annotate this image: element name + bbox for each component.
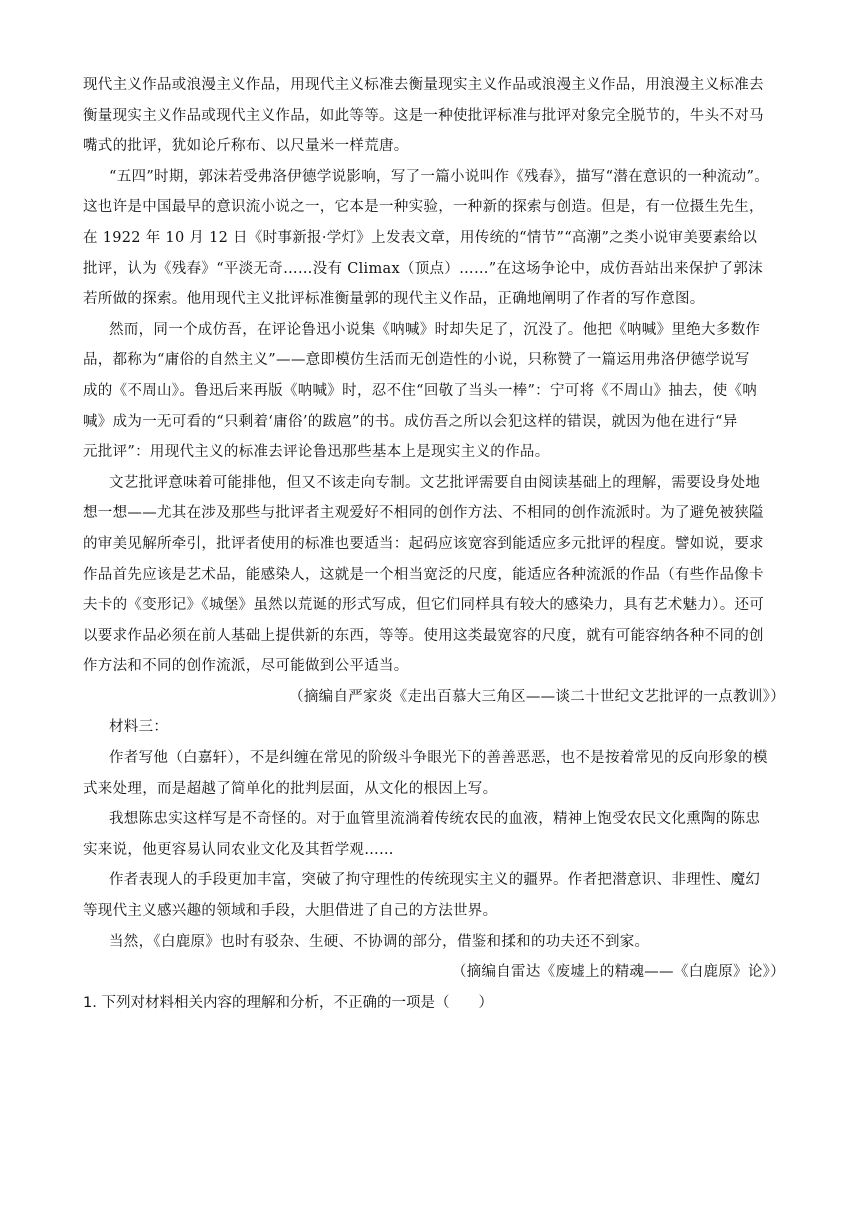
text-line: 实来说，他更容易认同农业文化及其哲学观…… (83, 841, 394, 858)
paragraph-start: 作者写他（白嘉轩），不是纠缠在常见的阶级斗争眼光下的善善恶恶，也不是按着常见的反向形象的模 (109, 750, 768, 767)
text-line: 品，都称为“庸俗的自然主义”——意即模仿生活而无创造性的小说，只称赞了一篇运用弗洛伊德学说写 (83, 352, 750, 369)
text-line: 若所做的探索。他用现代主义批评标准衡量郭的现代主义作品，正确地阐明了作者的写作意图。 (83, 291, 705, 308)
material-heading: 材料三： (109, 719, 169, 736)
text-line: 以要求作品必须在前人基础上提供新的东西，等等。使用这类最宽容的尺度，就有可能容纳各种不同的创 (83, 627, 764, 644)
text-line: 作方法和不同的创作流派，尽可能做到公平适当。 (83, 658, 409, 675)
text-line: 夫卡的《变形记》《城堡》虽然以荒诞的形式写成，但它们同样具有较大的感染力，具有艺术魅力）。还可 (83, 597, 765, 614)
text-line: 批评，认为《残春》“平淡无奇……没有 Climax（顶点）……”在这场争论中，成仿吾站出来保护了郭沫 (83, 260, 763, 277)
text-line: 想一想——尤其在涉及那些与批评者主观爱好不相同的创作方法、不相同的创作流派时。为了避免被狭隘 (83, 505, 764, 522)
paragraph-start: 我想陈忠实这样写是不奇怪的。对于血管里流淌着传统农民的血液，精神上饱受农民文化熏陶的陈忠 (109, 811, 761, 828)
text-line: 元批评”：用现代主义的标准去评论鲁迅那些基本上是现实主义的作品。 (83, 444, 550, 461)
paragraph-start: 作者表现人的手段更加丰富，突破了拘守理性的传统现实主义的疆界。作者把潜意识、非理性、魔幻 (109, 872, 761, 889)
text-line: 的审美见解所牵引，批评者使用的标准也要适当：起码应该宽容到能适应多元批评的程度。譬如说，要求 (83, 535, 764, 552)
text-line: 这也许是中国最早的意识流小说之一，它本是一种实验，一种新的探索与创造。但是，有一位摄生先生， (83, 199, 764, 216)
document-page (83, 70, 785, 1018)
text-line: 式来处理，而是超越了简单化的批判层面，从文化的根因上写。 (83, 780, 498, 797)
text-line: 喊》成为一无可看的“只剩着‘庸俗’的跋扈”的书。成仿吾之所以会犯这样的错误，就因为他在进行“异 (83, 413, 738, 430)
paragraph-start: 然而，同一个成仿吾，在评论鲁迅小说集《呐喊》时却失足了，沉没了。他把《呐喊》里绝大多数作 (109, 321, 761, 338)
source-citation: （摘编自严家炎《走出百慕大三角区——谈二十世纪文艺批评的一点教训》） (289, 688, 785, 705)
text-line: 现代主义作品或浪漫主义作品，用现代主义标准去衡量现实主义作品或浪漫主义作品，用浪漫主义标准去 (83, 77, 764, 93)
question-stem: 1. 下列对材料相关内容的理解和分析，不正确的一项是（ ） (83, 994, 493, 1011)
paragraph-start: 当然，《白鹿原》也时有驳杂、生硬、不协调的部分，借鉴和揉和的功夫还不到家。 (109, 933, 650, 950)
text-line: 作品首先应该是艺术品，能感染人，这就是一个相当宽泛的尺度，能适应各种流派的作品（有些作品像卡 (83, 566, 764, 583)
text-line: 在 1922 年 10 月 12 日《时事新报·学灯》上发表文章，用传统的“情节”“高潮”之类小说审美要素给以 (83, 229, 758, 246)
paragraph-start: “五四”时期，郭沫若受弗洛伊德学说影响，写了一篇小说叫作《残春》，描写“潜在意识的一种流动”。 (109, 168, 769, 185)
source-citation: （摘编自雷达《废墟上的精魂——《白鹿原》论》） (451, 964, 785, 981)
text-line: 嘴式的批评，犹如论斤称布、以尺量米一样荒唐。 (83, 138, 409, 155)
text-line: 衡量现实主义作品或现代主义作品，如此等等。这是一种使批评标准与批评对象完全脱节的，牛头不对马 (83, 107, 764, 124)
paragraph-start: 文艺批评意味着可能排他，但又不该走向专制。文艺批评需要自由阅读基础上的理解，需要设身处地 (109, 474, 761, 491)
text-line: 成的《不周山》。鲁迅后来再版《呐喊》时，忍不住“回敬了当头一棒”：宁可将《不周山》抽去，使《呐 (83, 382, 758, 399)
text-line: 等现代主义感兴趣的领域和手段，大胆借进了自己的方法世界。 (83, 903, 498, 920)
